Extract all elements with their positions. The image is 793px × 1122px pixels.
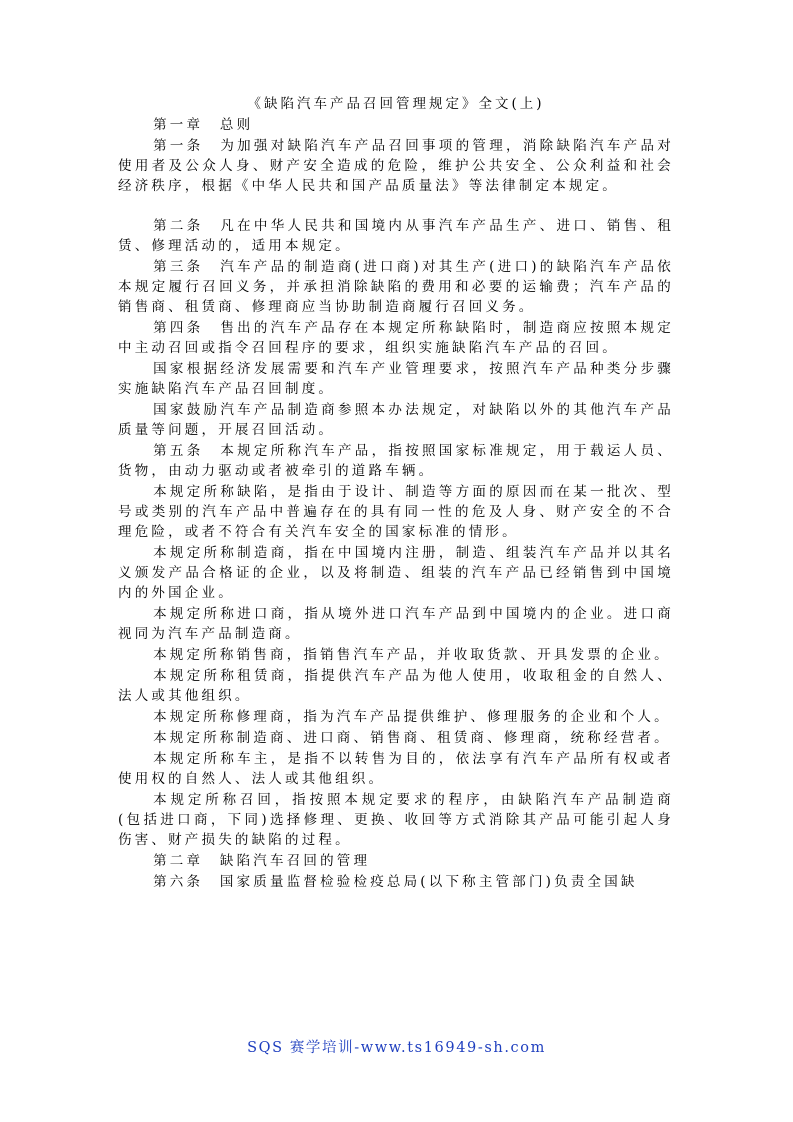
paragraph: 第四条 售出的汽车产品存在本规定所称缺陷时，制造商应按照本规定中主动召回或指令召回程序的要求，组织实施缺陷汽车产品的召回。 xyxy=(118,320,674,356)
paragraph: 本规定所称修理商，指为汽车产品提供维护、修理服务的企业和个人。 xyxy=(153,709,671,725)
paragraph: 第五条 本规定所称汽车产品，指按照国家标准规定，用于载运人员、货物，由动力驱动或者被牵引的道路车辆。 xyxy=(118,443,674,479)
paragraph: 第六条 国家质量监督检验检疫总局(以下称主管部门)负责全国缺 xyxy=(153,874,638,890)
paragraph: 本规定所称缺陷，是指由于设计、制造等方面的原因而在某一批次、型号或类别的汽车产品中普遍存在的具有同一性的危及人身、财产安全的不合理危险，或者不符合有关汽车安全的国家标准的情形。 xyxy=(118,484,674,540)
paragraph: 第一条 为加强对缺陷汽车产品召回事项的管理，消除缺陷汽车产品对使用者及公众人身、财产安全造成的危险，维护公共安全、公众利益和社会经济秩序，根据《中华人民共和国产品质量法》等法律制定本规定。 xyxy=(118,138,674,194)
blank-line xyxy=(118,196,674,216)
document-title: 《缺陷汽车产品召回管理规定》全文(上) xyxy=(247,96,545,112)
paragraph: 国家根据经济发展需要和汽车产业管理要求，按照汽车产品种类分步骤实施缺陷汽车产品召回制度。 xyxy=(118,361,674,397)
paragraph: 本规定所称召回，指按照本规定要求的程序，由缺陷汽车产品制造商(包括进口商，下同)选择修理、更换、收回等方式消除其产品可能引起人身伤害、财产损失的缺陷的过程。 xyxy=(118,792,674,848)
paragraph: 本规定所称进口商，指从境外进口汽车产品到中国境内的企业。进口商视同为汽车产品制造商。 xyxy=(118,606,674,642)
paragraph: 本规定所称制造商，指在中国境内注册，制造、组装汽车产品并以其名义颁发产品合格证的企业，以及将制造、组装的汽车产品已经销售到中国境内的外国企业。 xyxy=(118,545,674,601)
paragraph: 第二条 凡在中华人民共和国境内从事汽车产品生产、进口、销售、租赁、修理活动的，适用本规定。 xyxy=(118,218,674,254)
paragraph: 本规定所称车主，是指不以转售为目的，依法享有汽车产品所有权或者使用权的自然人、法人或其他组织。 xyxy=(118,751,674,787)
chapter-heading: 第二章 缺陷汽车召回的管理 xyxy=(153,853,371,869)
paragraph: 本规定所称制造商、进口商、销售商、租赁商、修理商，统称经营者。 xyxy=(153,730,671,746)
footer-link[interactable]: SQS 赛学培训-www.ts16949-sh.com xyxy=(247,1040,546,1056)
document-body xyxy=(118,94,674,892)
paragraph: 本规定所称租赁商，指提供汽车产品为他人使用，收取租金的自然人、法人或其他组织。 xyxy=(118,668,674,704)
paragraph: 国家鼓励汽车产品制造商参照本办法规定，对缺陷以外的其他汽车产品质量等问题，开展召回活动。 xyxy=(118,402,674,438)
paragraph: 本规定所称销售商，指销售汽车产品，并收取货款、开具发票的企业。 xyxy=(153,647,671,663)
paragraph: 第三条 汽车产品的制造商(进口商)对其生产(进口)的缺陷汽车产品依本规定履行召回义务，并承担消除缺陷的费用和必要的运输费；汽车产品的销售商、租赁商、修理商应当协助制造商履行召回义务。 xyxy=(118,259,674,315)
chapter-heading: 第一章 总则 xyxy=(153,117,254,133)
